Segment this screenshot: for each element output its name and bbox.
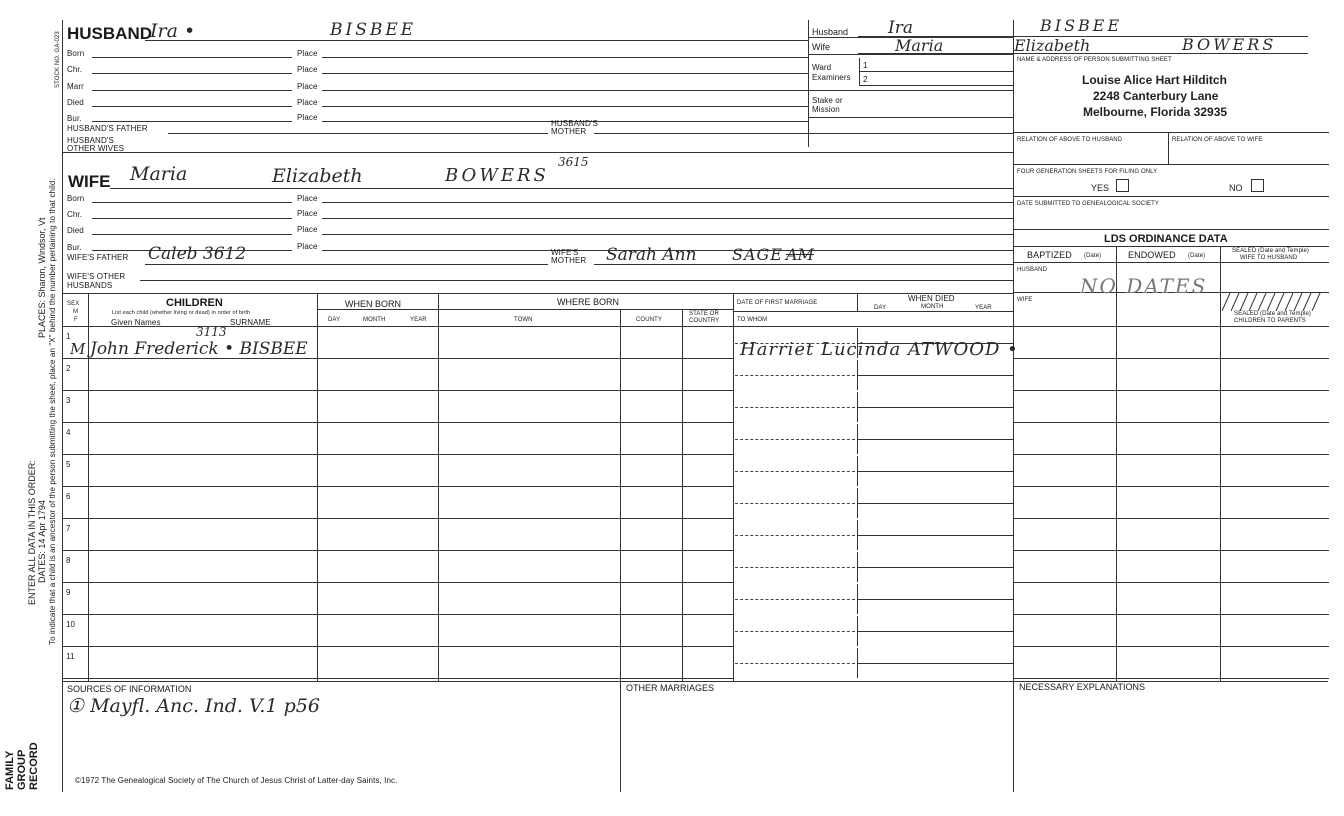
children-heading: CHILDREN bbox=[166, 297, 223, 309]
wife-heading: WIFE bbox=[68, 172, 111, 191]
death-date-cell bbox=[857, 407, 1013, 422]
died-day-label: DAY bbox=[874, 305, 887, 311]
surname-label: SURNAME bbox=[230, 318, 271, 327]
table-row bbox=[62, 582, 733, 583]
husband-heading: HUSBAND bbox=[67, 24, 152, 43]
examiner-1: 1 bbox=[863, 61, 868, 70]
death-date-cell bbox=[857, 439, 1013, 454]
no-label: NO bbox=[1229, 183, 1243, 193]
husband-bur-label: Bur. bbox=[67, 114, 82, 123]
husband-mother-label-1: HUSBAND'S bbox=[551, 119, 598, 128]
husband-marr-place-label: Place bbox=[297, 82, 318, 91]
child-1-spouse: Harriet Lucinda ATWOOD • bbox=[740, 339, 1019, 360]
marriage-date-line bbox=[735, 663, 855, 664]
sealed-wife-label-2: WIFE TO HUSBAND bbox=[1240, 255, 1298, 261]
tr-wife-label: Wife bbox=[812, 42, 830, 52]
child-1-id: 3113 bbox=[196, 325, 227, 339]
born-month-label: MONTH bbox=[363, 317, 386, 323]
husband-marr-label: Marr bbox=[67, 82, 84, 91]
child-row-number: 5 bbox=[66, 460, 71, 469]
lds-wife-label: WIFE bbox=[1017, 297, 1033, 303]
wife-chr-label: Chr. bbox=[67, 210, 83, 219]
relation-wife-label: RELATION OF ABOVE TO WIFE bbox=[1172, 137, 1263, 143]
relation-husband-label: RELATION OF ABOVE TO HUSBAND bbox=[1017, 137, 1123, 143]
child-1-name: John Frederick • BISBEE bbox=[90, 339, 308, 359]
lds-row-line bbox=[1013, 486, 1329, 487]
wife-other-husbands-label-1: WIFE'S OTHER bbox=[67, 272, 126, 281]
death-date-cell bbox=[857, 663, 1013, 678]
copyright: ©1972 The Genealogical Society of The Church of Jesus Christ of Latter-day Saints, Inc. bbox=[75, 776, 398, 785]
death-date-cell bbox=[857, 567, 1013, 582]
died-year-label: YEAR bbox=[975, 305, 992, 311]
marriage-date-line bbox=[735, 439, 855, 440]
wife-chr-place-label: Place bbox=[297, 209, 318, 218]
table-row bbox=[62, 678, 733, 679]
table-row bbox=[62, 422, 733, 423]
child-1-sex: M bbox=[70, 340, 86, 358]
death-date-divider bbox=[857, 520, 858, 535]
child-row-number: 11 bbox=[66, 652, 75, 661]
tr-husband-given: Ira bbox=[888, 18, 913, 38]
endowed-date-label: (Date) bbox=[1188, 253, 1206, 259]
state-label-1: STATE OR bbox=[689, 311, 719, 317]
sealed-wife-label-1: SEALED (Date and Temple) bbox=[1232, 248, 1309, 254]
child-row-number: 2 bbox=[66, 364, 71, 373]
state-label-2: COUNTRY bbox=[689, 318, 720, 324]
sources-value: ① Mayfl. Anc. Ind. V.1 p56 bbox=[67, 695, 320, 717]
husband-chr-label: Chr. bbox=[67, 65, 83, 74]
marriage-date-line bbox=[735, 631, 855, 632]
child-row-number: 10 bbox=[66, 620, 76, 629]
child-row-number: 4 bbox=[66, 428, 71, 437]
first-marriage-label: DATE OF FIRST MARRIAGE bbox=[737, 300, 818, 306]
death-date-cell bbox=[857, 631, 1013, 646]
wife-bur-place-label: Place bbox=[297, 242, 318, 251]
marriage-date-line bbox=[735, 375, 855, 376]
when-born-heading: WHEN BORN bbox=[345, 299, 401, 309]
table-row bbox=[62, 646, 733, 647]
submitter-name: Louise Alice Hart Hilditch bbox=[1082, 73, 1227, 87]
table-row bbox=[62, 518, 733, 519]
submitter-street: 2248 Canterbury Lane bbox=[1093, 89, 1219, 103]
margin-enter-order: ENTER ALL DATA IN THIS ORDER: bbox=[27, 460, 37, 605]
death-date-cell bbox=[857, 535, 1013, 550]
table-row bbox=[62, 454, 733, 455]
child-row-number: 3 bbox=[66, 396, 71, 405]
examiners-label: Examiners bbox=[812, 73, 851, 82]
lds-title: LDS ORDINANCE DATA bbox=[1104, 233, 1228, 245]
ward-label: Ward bbox=[812, 63, 832, 72]
family-group-record-title: FAMILY GROUP RECORD bbox=[4, 742, 40, 790]
necessary-explanations-label: NECESSARY EXPLANATIONS bbox=[1019, 682, 1146, 692]
other-marriages-label: OTHER MARRIAGES bbox=[626, 683, 715, 693]
marriage-date-line bbox=[735, 535, 855, 536]
to-whom-label: TO WHOM bbox=[737, 317, 768, 323]
marriage-date-line bbox=[735, 471, 855, 472]
submitter-label: NAME & ADDRESS OF PERSON SUBMITTING SHEET bbox=[1017, 57, 1172, 63]
wife-mother-value: Sarah Ann bbox=[606, 245, 697, 265]
husband-father-label: HUSBAND'S FATHER bbox=[67, 124, 148, 133]
baptized-label: BAPTIZED bbox=[1027, 250, 1072, 260]
husband-chr-place-label: Place bbox=[297, 65, 318, 74]
wife-died-label: Died bbox=[67, 226, 84, 235]
death-date-divider bbox=[857, 552, 858, 567]
margin-indicate-note: To indicate that a child is an ancestor of the person submitting the sheet, place an "X" behind the number pertaining to that child. bbox=[48, 178, 57, 645]
husband-other-wives-label-1: HUSBAND'S bbox=[67, 136, 114, 145]
sources-label: SOURCES OF INFORMATION bbox=[67, 684, 192, 694]
table-row bbox=[62, 550, 733, 551]
when-died-heading: WHEN DIED bbox=[908, 294, 955, 303]
died-month-label: MONTH bbox=[921, 304, 944, 310]
child-row-number: 7 bbox=[66, 524, 71, 533]
stake-label-2: Mission bbox=[812, 105, 840, 114]
marriage-date-line bbox=[735, 599, 855, 600]
lds-row-line bbox=[1013, 582, 1329, 583]
sealed-hatch bbox=[1222, 293, 1326, 311]
born-year-label: YEAR bbox=[410, 317, 427, 323]
death-date-divider bbox=[857, 392, 858, 407]
death-date-divider bbox=[857, 616, 858, 631]
child-row-number: 6 bbox=[66, 492, 71, 501]
yes-checkbox[interactable] bbox=[1116, 179, 1129, 192]
no-dates-note: NO DATES bbox=[1080, 274, 1208, 298]
death-date-divider bbox=[857, 424, 858, 439]
wife-number: 3615 bbox=[558, 155, 589, 169]
stake-label-1: Stake or bbox=[812, 96, 843, 105]
lds-row-line bbox=[1013, 422, 1329, 423]
husband-surname: BISBEE bbox=[330, 20, 417, 40]
death-date-divider bbox=[857, 584, 858, 599]
examiner-2: 2 bbox=[863, 75, 868, 84]
tr-wife-surname: BOWERS bbox=[1182, 35, 1277, 54]
baptized-date-label: (Date) bbox=[1084, 253, 1102, 259]
wife-father-value: Caleb 3612 bbox=[148, 244, 247, 264]
husband-mother-label-2: MOTHER bbox=[551, 127, 587, 136]
marriage-date-line bbox=[735, 567, 855, 568]
wife-born-place-label: Place bbox=[297, 194, 318, 203]
lds-row-line bbox=[1013, 390, 1329, 391]
where-born-heading: WHERE BORN bbox=[557, 297, 620, 307]
husband-died-place-label: Place bbox=[297, 98, 318, 107]
sealed-children-label-1: SEALED (Date and Temple) bbox=[1234, 311, 1311, 317]
lds-husband-label: HUSBAND bbox=[1017, 267, 1048, 273]
children-note: List each child (whether living or dead) in order of birth bbox=[112, 310, 251, 316]
born-day-label: DAY bbox=[328, 317, 341, 323]
death-date-divider bbox=[857, 648, 858, 663]
sex-f-label: F bbox=[74, 317, 78, 323]
wife-other-husbands-label-2: HUSBANDS bbox=[67, 281, 113, 290]
death-date-cell bbox=[857, 471, 1013, 486]
husband-born-place-label: Place bbox=[297, 49, 318, 58]
child-row-number: 9 bbox=[66, 588, 71, 597]
lds-row-line bbox=[1013, 678, 1329, 679]
wife-mother-struck-text: AM bbox=[786, 245, 814, 264]
tr-wife-middle: Elizabeth bbox=[1014, 36, 1091, 55]
marriage-date-line bbox=[735, 407, 855, 408]
wife-died-place-label: Place bbox=[297, 225, 318, 234]
table-row bbox=[62, 390, 733, 391]
submitter-city: Melbourne, Florida 32935 bbox=[1083, 105, 1228, 119]
child-row-number: 1 bbox=[66, 332, 71, 341]
lds-row-line bbox=[1013, 454, 1329, 455]
wife-middle-name: Elizabeth bbox=[272, 165, 363, 187]
tr-husband-surname: BISBEE bbox=[1040, 16, 1123, 35]
wife-father-label: WIFE'S FATHER bbox=[67, 253, 129, 262]
lds-row-line bbox=[1013, 358, 1329, 359]
husband-born-label: Born bbox=[67, 49, 85, 58]
death-date-divider bbox=[857, 360, 858, 375]
endowed-label: ENDOWED bbox=[1128, 250, 1176, 260]
death-date-cell bbox=[857, 503, 1013, 518]
sex-m-label: M bbox=[73, 309, 79, 315]
husband-given-name: Ira • bbox=[150, 20, 196, 42]
yes-label: YES bbox=[1091, 183, 1110, 193]
given-names-label: Given Names bbox=[111, 318, 161, 327]
lds-row-line bbox=[1013, 614, 1329, 615]
husband-bur-place-label: Place bbox=[297, 113, 318, 122]
margin-dates: DATES: 14 Apr 1794 bbox=[37, 500, 47, 583]
wife-bur-label: Bur. bbox=[67, 243, 82, 252]
lds-row-line bbox=[1013, 518, 1329, 519]
table-row bbox=[62, 614, 733, 615]
wife-mother-surname: SAGE bbox=[732, 245, 783, 264]
sex-label: SEX bbox=[67, 301, 80, 307]
table-row bbox=[62, 486, 733, 487]
date-submitted-label: DATE SUBMITTED TO GENEALOGICAL SOCIETY bbox=[1017, 201, 1159, 207]
death-date-divider bbox=[857, 456, 858, 471]
wife-given-name: Maria bbox=[130, 163, 188, 185]
death-date-divider bbox=[857, 488, 858, 503]
town-label: TOWN bbox=[514, 317, 533, 323]
tr-husband-label: Husband bbox=[812, 27, 849, 37]
county-label: COUNTY bbox=[636, 317, 662, 323]
tr-wife-given: Maria bbox=[895, 36, 944, 55]
margin-places: PLACES: Sharon, Windsor, Vt bbox=[37, 217, 47, 338]
wife-mother-label-1: WIFE'S bbox=[551, 248, 579, 257]
death-date-cell bbox=[857, 599, 1013, 614]
four-gen-label: FOUR GENERATION SHEETS FOR FILING ONLY bbox=[1017, 169, 1158, 175]
child-row-number: 8 bbox=[66, 556, 71, 565]
lds-row-line bbox=[1013, 646, 1329, 647]
wife-surname: BOWERS bbox=[445, 165, 549, 186]
wife-born-label: Born bbox=[67, 194, 85, 203]
stock-number: STOCK NO. GA-023 bbox=[55, 31, 61, 88]
wife-mother-label-2: MOTHER bbox=[551, 256, 587, 265]
sealed-children-label-2: CHILDREN TO PARENTS bbox=[1234, 318, 1306, 324]
husband-other-wives-label-2: OTHER WIVES bbox=[67, 144, 125, 153]
husband-died-label: Died bbox=[67, 98, 84, 107]
death-date-cell bbox=[857, 375, 1013, 390]
lds-row-line bbox=[1013, 550, 1329, 551]
marriage-date-line bbox=[735, 503, 855, 504]
no-checkbox[interactable] bbox=[1251, 179, 1264, 192]
